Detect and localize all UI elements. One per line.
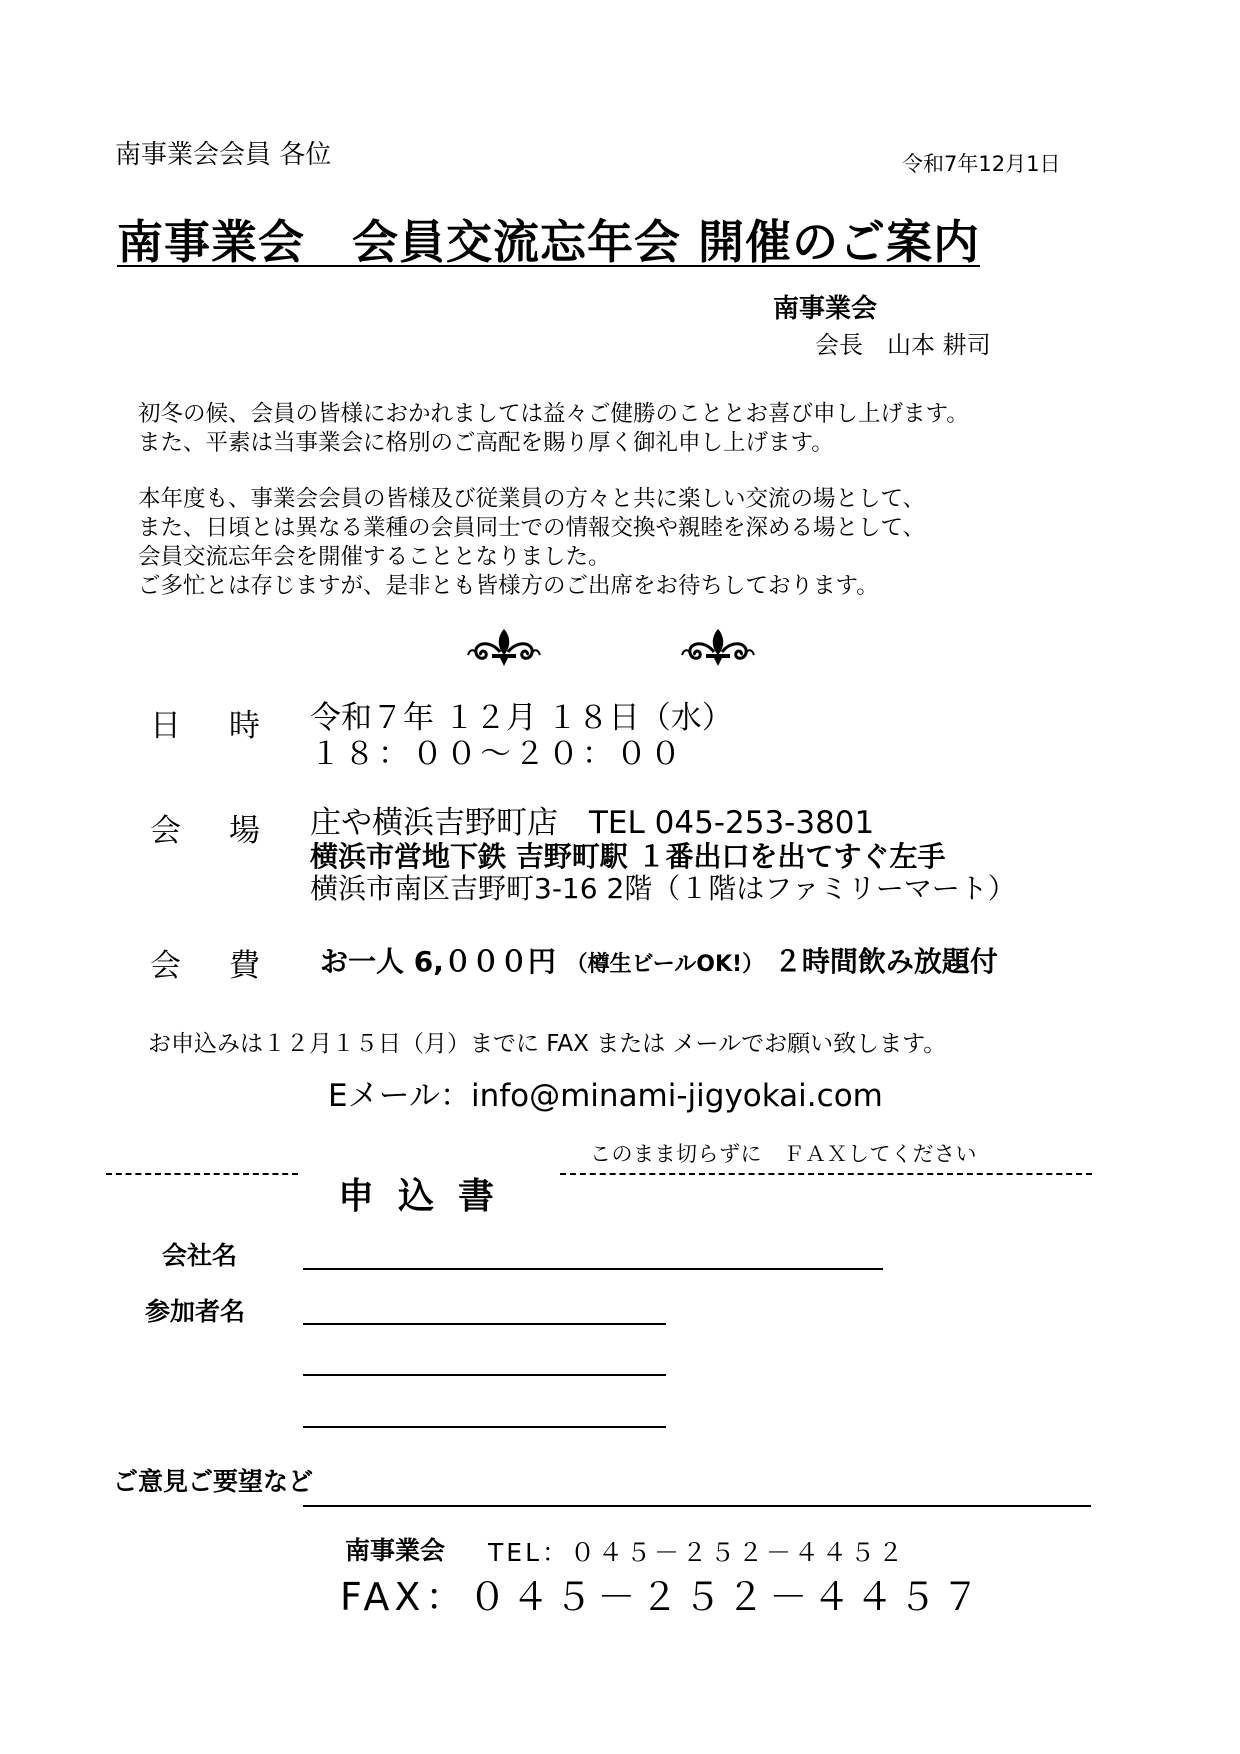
participant-field-1[interactable] [303, 1323, 666, 1325]
comments-label: ご意見ご要望など [113, 1467, 314, 1496]
fee-amount: お一人 6,０００円 [320, 945, 556, 978]
participant-field-3[interactable] [303, 1426, 666, 1428]
participant-label: 参加者名 [145, 1297, 246, 1326]
footer-org-name: 南事業会 [345, 1536, 446, 1565]
comments-field[interactable] [303, 1505, 1091, 1507]
fee-note: （樽生ビールOK!） [565, 952, 765, 977]
fleur-de-lis-icon [466, 625, 542, 669]
recipient: 南事業会会員 各位 [115, 140, 332, 170]
cut-line-left [106, 1173, 298, 1175]
fee-label: 会 費 [150, 948, 260, 984]
company-label: 会社名 [162, 1241, 238, 1270]
venue-access: 横浜市営地下鉄 吉野町駅 １番出口を出てすぐ左手 [310, 840, 946, 873]
fee-extra: ２時間飲み放題付 [773, 945, 998, 978]
greeting-line: 本年度も、事業会会員の皆様及び従業員の方々と共に楽しい交流の場として、 [138, 486, 926, 512]
footer-fax: FAX：０４５－２５２－４４５７ [340, 1575, 985, 1619]
greeting-body [138, 400, 969, 628]
footer-tel: TEL：０４５－２５２－４４５２ [488, 1538, 906, 1567]
event-date: 令和７年 １２月 １８日（水） [310, 700, 733, 736]
venue-value [310, 805, 1016, 905]
venue-name: 庄や横浜吉野町店 TEL 045-253-3801 [310, 805, 875, 841]
greeting-paragraph-2 [138, 485, 969, 601]
greeting-line: 会員交流忘年会を開催することとなりました。 [138, 544, 611, 570]
page-title: 南事業会 会員交流忘年会 開催のご案内 [117, 215, 981, 269]
form-title: 申込書 [338, 1176, 519, 1217]
organizer-name: 南事業会 [773, 294, 878, 324]
issue-date: 令和7年12月1日 [902, 152, 1061, 176]
greeting-line: ご多忙とは存じますが、是非とも皆様方のご出席をお待ちしております。 [138, 573, 879, 599]
greeting-paragraph-1 [138, 400, 969, 458]
greeting-line: また、日頃とは異なる業種の会員同士での情報交換や親睦を深める場として、 [138, 515, 926, 541]
greeting-line: また、平素は当事業会に格別のご高配を賜り厚く御礼申し上げます。 [138, 430, 834, 456]
venue-label: 会 場 [150, 813, 260, 849]
datetime-label: 日 時 [150, 708, 260, 744]
ornament-divider [466, 625, 766, 671]
participant-field-2[interactable] [303, 1374, 666, 1376]
company-field[interactable] [303, 1268, 883, 1270]
event-time: １８：００～２０：００ [310, 736, 684, 772]
organizer-president: 会長 山本 耕司 [815, 331, 991, 359]
fax-note: このまま切らずに ＦＡＸしてください [590, 1142, 977, 1166]
application-deadline: お申込みは１２月１５日（月）までに FAX または メールでお願い致します。 [148, 1031, 947, 1057]
datetime-value [310, 700, 733, 772]
greeting-line: 初冬の候、会員の皆様におかれましては益々ご健勝のこととお喜び申し上げます。 [138, 401, 969, 427]
cut-line-right [560, 1173, 1092, 1175]
venue-address: 横浜市南区吉野町3-16 2階（１階はファミリーマート） [310, 872, 1016, 905]
fleur-de-lis-icon [680, 625, 756, 669]
contact-email: Eメール：info@minami-jigyokai.com [328, 1078, 883, 1114]
fee-value [320, 940, 998, 980]
